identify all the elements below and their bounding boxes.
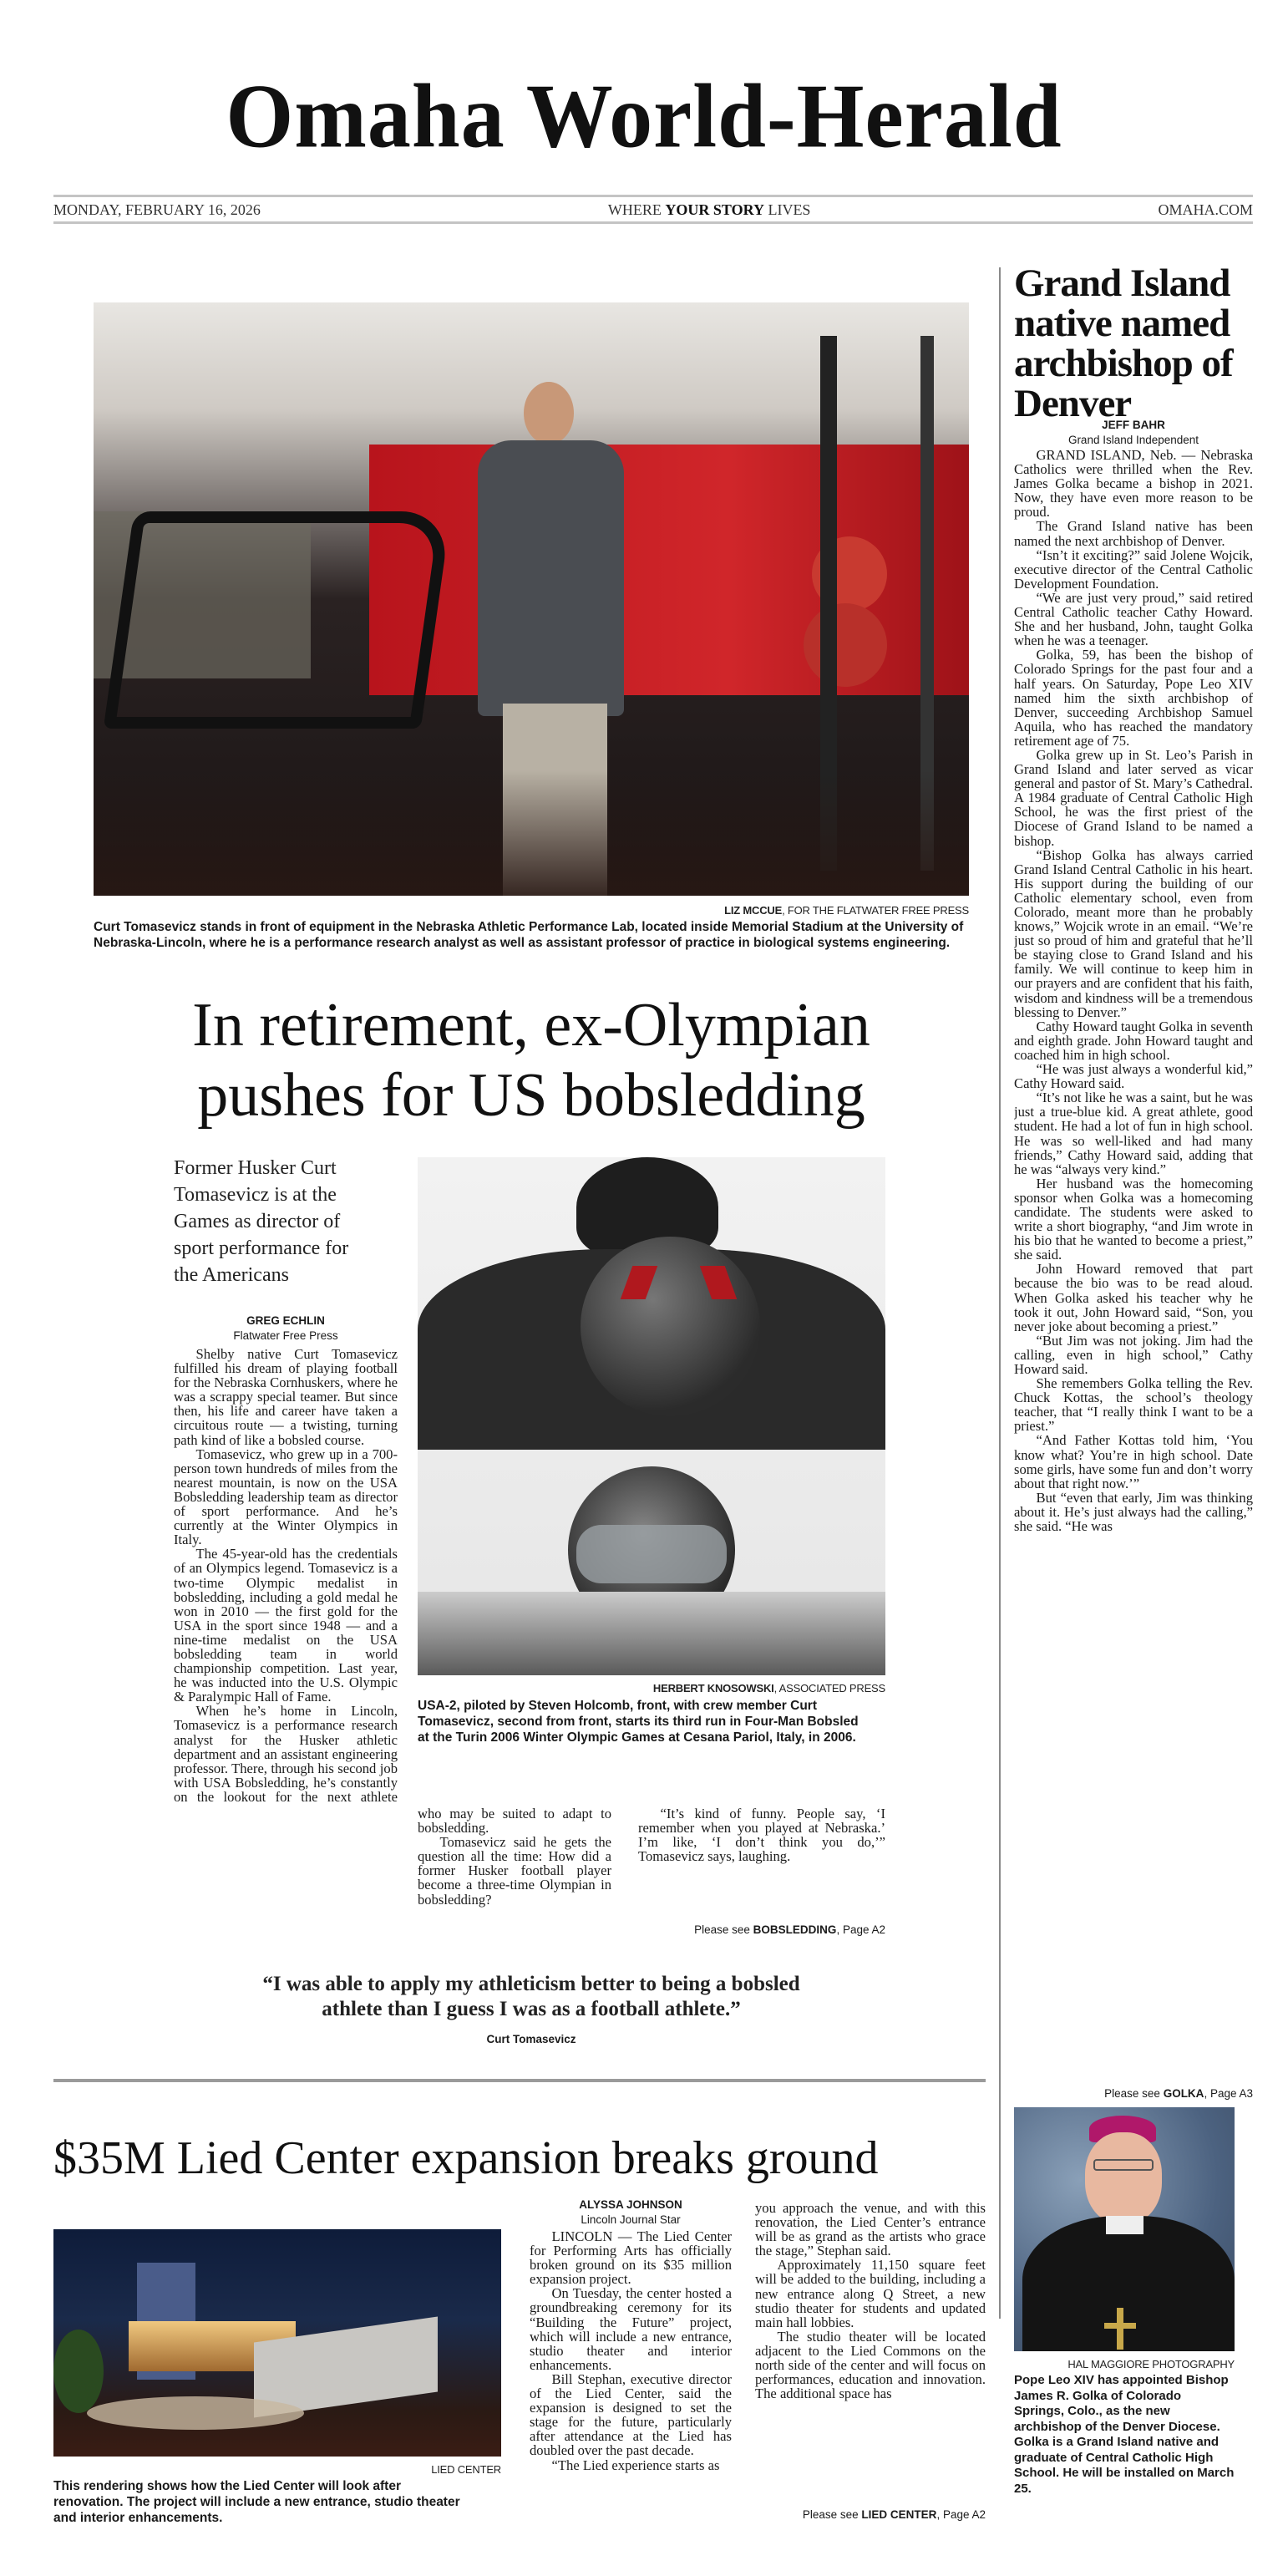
- paragraph: you approach the venue, and with this renovation, the Lied Center’s entrance will be as grand as the artists who grace the stage,” Stephan said.: [755, 2200, 986, 2259]
- tagline-post: LIVES: [763, 201, 811, 218]
- bobsled-photo: [418, 1157, 885, 1675]
- article-body-col1: [530, 2229, 732, 2472]
- paragraph: Her husband was the homecoming sponsor when Golka was a homecoming candidate. The students were asked to write a short biography, “and Jim wrote in his bio that he wanted to become a priest,” she said.: [1014, 1175, 1253, 1263]
- paragraph: Golka, 59, has been the bishop of Colorado Springs for the past four and a half years. On Saturday, Pope Leo XIV named him the sixth archbishop of Denver, succeeding Archbishop Samuel Aquila, who has reached the mandatory retirement age of 75.: [1014, 647, 1253, 749]
- photo-credit: HAL MAGGIORE PHOTOGRAPHY: [1067, 2358, 1235, 2370]
- masthead-logo: Omaha World-Herald: [226, 66, 1062, 167]
- pull-quote-attribution: Curt Tomasevicz: [486, 2033, 576, 2045]
- article-body-col2: [418, 1806, 611, 1907]
- photo-credit: LIED CENTER: [431, 2463, 501, 2476]
- paragraph: “But Jim was not joking. Jim had the calling, even in high school,” Cathy Howard said.: [1014, 1332, 1253, 1377]
- byline: GREG ECHLIN Flatwater Free Press: [233, 1314, 338, 1342]
- paragraph: “Isn’t it exciting?” said Jolene Wojcik, executive director of the Central Catholic Development Foundation.: [1014, 546, 1253, 592]
- paragraph: “And Father Kottas told him, ‘You know what? You’re in high school. Date some girls, have some fun and don’t worry about that right now.’”: [1014, 1432, 1253, 1491]
- divider: [53, 195, 1253, 197]
- column-divider: [999, 267, 1001, 2319]
- lied-rendering-photo: [53, 2229, 501, 2457]
- photo-caption: Pope Leo XIV has appointed Bishop James R. Golka of Colorado Springs, Colo., as the new archbishop of the Denver Diocese. Golka is a Grand Island native and graduate of Central Catholic High School. He will be installed on March 25.: [1014, 2373, 1235, 2496]
- tagline-bold: YOUR STORY: [665, 201, 764, 218]
- byline: JEFF BAHR Grand Island Independent: [1067, 419, 1199, 446]
- photo-caption: This rendering shows how the Lied Center will look after renovation. The project will include a new entrance, studio theater and interior enhancements.: [53, 2479, 460, 2525]
- paragraph: The Grand Island native has been named the next archbishop of Denver.: [1014, 518, 1253, 549]
- jump-link[interactable]: Please see BOBSLEDDING, Page A2: [694, 1923, 885, 1936]
- paragraph: But “even that early, Jim was thinking about it. He’s just always had the calling,” she said. “He was: [1014, 1489, 1253, 1535]
- paragraph: “We are just very proud,” said retired Central Catholic teacher Cathy Howard. She and her husband, John, taught Golka when he was a teenager.: [1014, 589, 1253, 649]
- section-divider: [53, 2079, 986, 2082]
- dateline-bar: [53, 201, 1253, 219]
- divider: [53, 221, 1253, 224]
- paragraph: who may be suited to adapt to bobsledding.: [418, 1806, 611, 1837]
- paragraph: “The Lied experience starts as: [551, 2457, 720, 2473]
- headline-line: In retirement, ex-Olympian: [192, 991, 870, 1059]
- paragraph: Cathy Howard taught Golka in seventh and eighth grade. John Howard taught and coached him in high school.: [1014, 1018, 1253, 1063]
- paragraph: John Howard removed that part because the bio was to be read aloud. When Golka asked his teacher why he took it out, John Howard said, “Son, you never joke about becoming a priest.”: [1014, 1261, 1253, 1334]
- article-body-col2: [755, 2201, 986, 2401]
- photo-credit: LIZ MCCUE, FOR THE FLATWATER FREE PRESS: [724, 904, 969, 917]
- photo-credit: HERBERT KNOSOWSKI, ASSOCIATED PRESS: [652, 1682, 885, 1694]
- paragraph: “He was just always a wonderful kid,” Cathy Howard said.: [1014, 1061, 1253, 1092]
- article-body-col3: [638, 1806, 885, 1863]
- photo-caption: USA-2, piloted by Steven Holcomb, front, with crew member Curt Tomasevicz, second from front, starts its third run in Four-Man Bobsled at the Turin 2006 Winter Olympic Games at Cesana Pariol, Italy, in 2006.: [418, 1699, 859, 1745]
- paragraph: Approximately 11,150 square feet will be added to the building, including a new entrance along Q Street, a new studio theater for students and updated main hall lobbies.: [755, 2257, 986, 2330]
- paragraph: GRAND ISLAND, Neb. — Nebraska Catholics were thrilled when the Rev. James Golka became a bishop in 2021. Now, they have even more reason to be proud.: [1014, 448, 1253, 521]
- paragraph: “Bishop Golka has always carried Grand Island Central Catholic in his heart. His support during the building of our Catholic elementary school, even from Colorado, meant more than he probably knows,” Wojcik wrote in an email. “We’re just so proud of him and grateful that he’ll be staying close to Grand Island and his family. We will continue to keep him in our prayers and are confident that his faith, wisdom and kindness will be a tremendous blessing to Denver.”: [1014, 846, 1253, 1020]
- site-link[interactable]: OMAHA.COM: [1158, 201, 1253, 218]
- jump-link[interactable]: Please see GOLKA, Page A3: [1104, 2087, 1253, 2100]
- article-body: [1014, 448, 1253, 2073]
- tagline-pre: WHERE: [607, 201, 666, 218]
- article-deck: Former Husker Curt Tomasevicz is at the Games as director of sport performance for the Americans: [174, 1157, 349, 1286]
- paragraph: “It’s kind of funny. People say, ‘I remember when you played at Nebraska.’ I’m like, ‘I don’t think you do,’” Tomasevicz says, laughing.: [638, 1806, 885, 1865]
- paragraph: On Tuesday, the center hosted a groundbreaking ceremony for its “Building the Future” project, which will include a new entrance, studio theater and interior enhancements.: [530, 2285, 732, 2373]
- byline: ALYSSA JOHNSON Lincoln Journal Star: [579, 2198, 682, 2226]
- paragraph: Bill Stephan, executive director of the Lied Center, said the expansion is designed to set the stage for the future, particularly after attendance at the Lied has doubled over the past decade.: [530, 2370, 732, 2459]
- lab-photo: [94, 302, 969, 896]
- paragraph: Tomasevicz, who grew up in a 700-person town hundreds of miles from the nearest mountain, is now on the USA Bobsledding leadership team as director of sport performance. And he’s currently at the Winter Olympics in Italy.: [174, 1446, 398, 1548]
- jump-link[interactable]: Please see LIED CENTER, Page A2: [802, 2508, 986, 2521]
- paragraph: The studio theater will be located adjacent to the Lied Commons on the north side of the center and will focus on performances, education and innovation. The additional space has: [755, 2328, 986, 2402]
- lied-headline[interactable]: $35M Lied Center expansion breaks ground: [53, 2132, 879, 2184]
- photo-caption: Curt Tomasevicz stands in front of equipment in the Nebraska Athletic Performance Lab, located inside Memorial Stadium at the University of Nebraska-Lincoln, where he is a performance research analyst as well as assistant professor of practice in biological systems engineering.: [94, 920, 964, 950]
- golka-headline[interactable]: Grand Island native named archbishop of Denver: [1014, 262, 1233, 425]
- paragraph: LINCOLN — The Lied Center for Performing Arts has officially broken ground on its $35 million expansion project.: [530, 2228, 732, 2288]
- tagline: [608, 201, 811, 219]
- headline-line: pushes for US bobsledding: [197, 1061, 865, 1130]
- paragraph: Golka grew up in St. Leo’s Parish in Grand Island and later served as vicar general and pastor of St. Mary’s Cathedral. A 1984 graduate of Central Catholic High School, he was the first priest of the Diocese of Grand Island to be named a bishop.: [1014, 746, 1253, 849]
- paragraph: The 45-year-old has the credentials of an Olympics legend. Tomasevicz is a two-time Olympic medalist in bobsledding, including a gold medal he won in 2010 — the first gold for the USA in the sport since 1948 — and a nine-time medalist on the USA bobsledding team in world championship competition. Last year, he was inducted into the U.S. Olympic & Paralympic Hall of Fame.: [174, 1546, 398, 1705]
- pull-quote: “I was able to apply my athleticism better to being a bobsled athlete than I guess I was as a football athlete.”: [262, 1973, 800, 2020]
- paragraph: She remembers Golka telling the Rev. Chuck Kottas, the school’s theology teacher, that “I really think I want to be a priest.”: [1014, 1375, 1253, 1435]
- article-body-col1: [174, 1347, 398, 1804]
- bishop-portrait-photo: [1014, 2107, 1235, 2351]
- edition-date: MONDAY, FEBRUARY 16, 2026: [53, 201, 261, 218]
- paragraph: When he’s home in Lincoln, Tomasevicz is a performance research analyst for the Husker athletic department and an assistant engineering professor. There, through his second job with USA Bobsledding, he’s constantly on the lookout for the next athlete: [174, 1703, 398, 1805]
- paragraph: “It’s not like he was a saint, but he was just a true-blue kid. A great athlete, good student. He had a lot of fun in high school. He was so well-liked and had many friends,” Cathy Howard said, adding that he was “always very kind.”: [1014, 1090, 1253, 1177]
- bobsled-headline[interactable]: [53, 990, 1009, 1130]
- paragraph: Shelby native Curt Tomasevicz fulfilled his dream of playing football for the Nebraska Cornhuskers, where he was a scrappy special teamer. But since then, his life and career have taken a circuitous route — a twisting, turning path kind of like a bobsled course.: [174, 1346, 398, 1448]
- paragraph: Tomasevicz said he gets the question all the time: How did a former Husker football player become a three-time Olympian in bobsledding?: [418, 1834, 611, 1908]
